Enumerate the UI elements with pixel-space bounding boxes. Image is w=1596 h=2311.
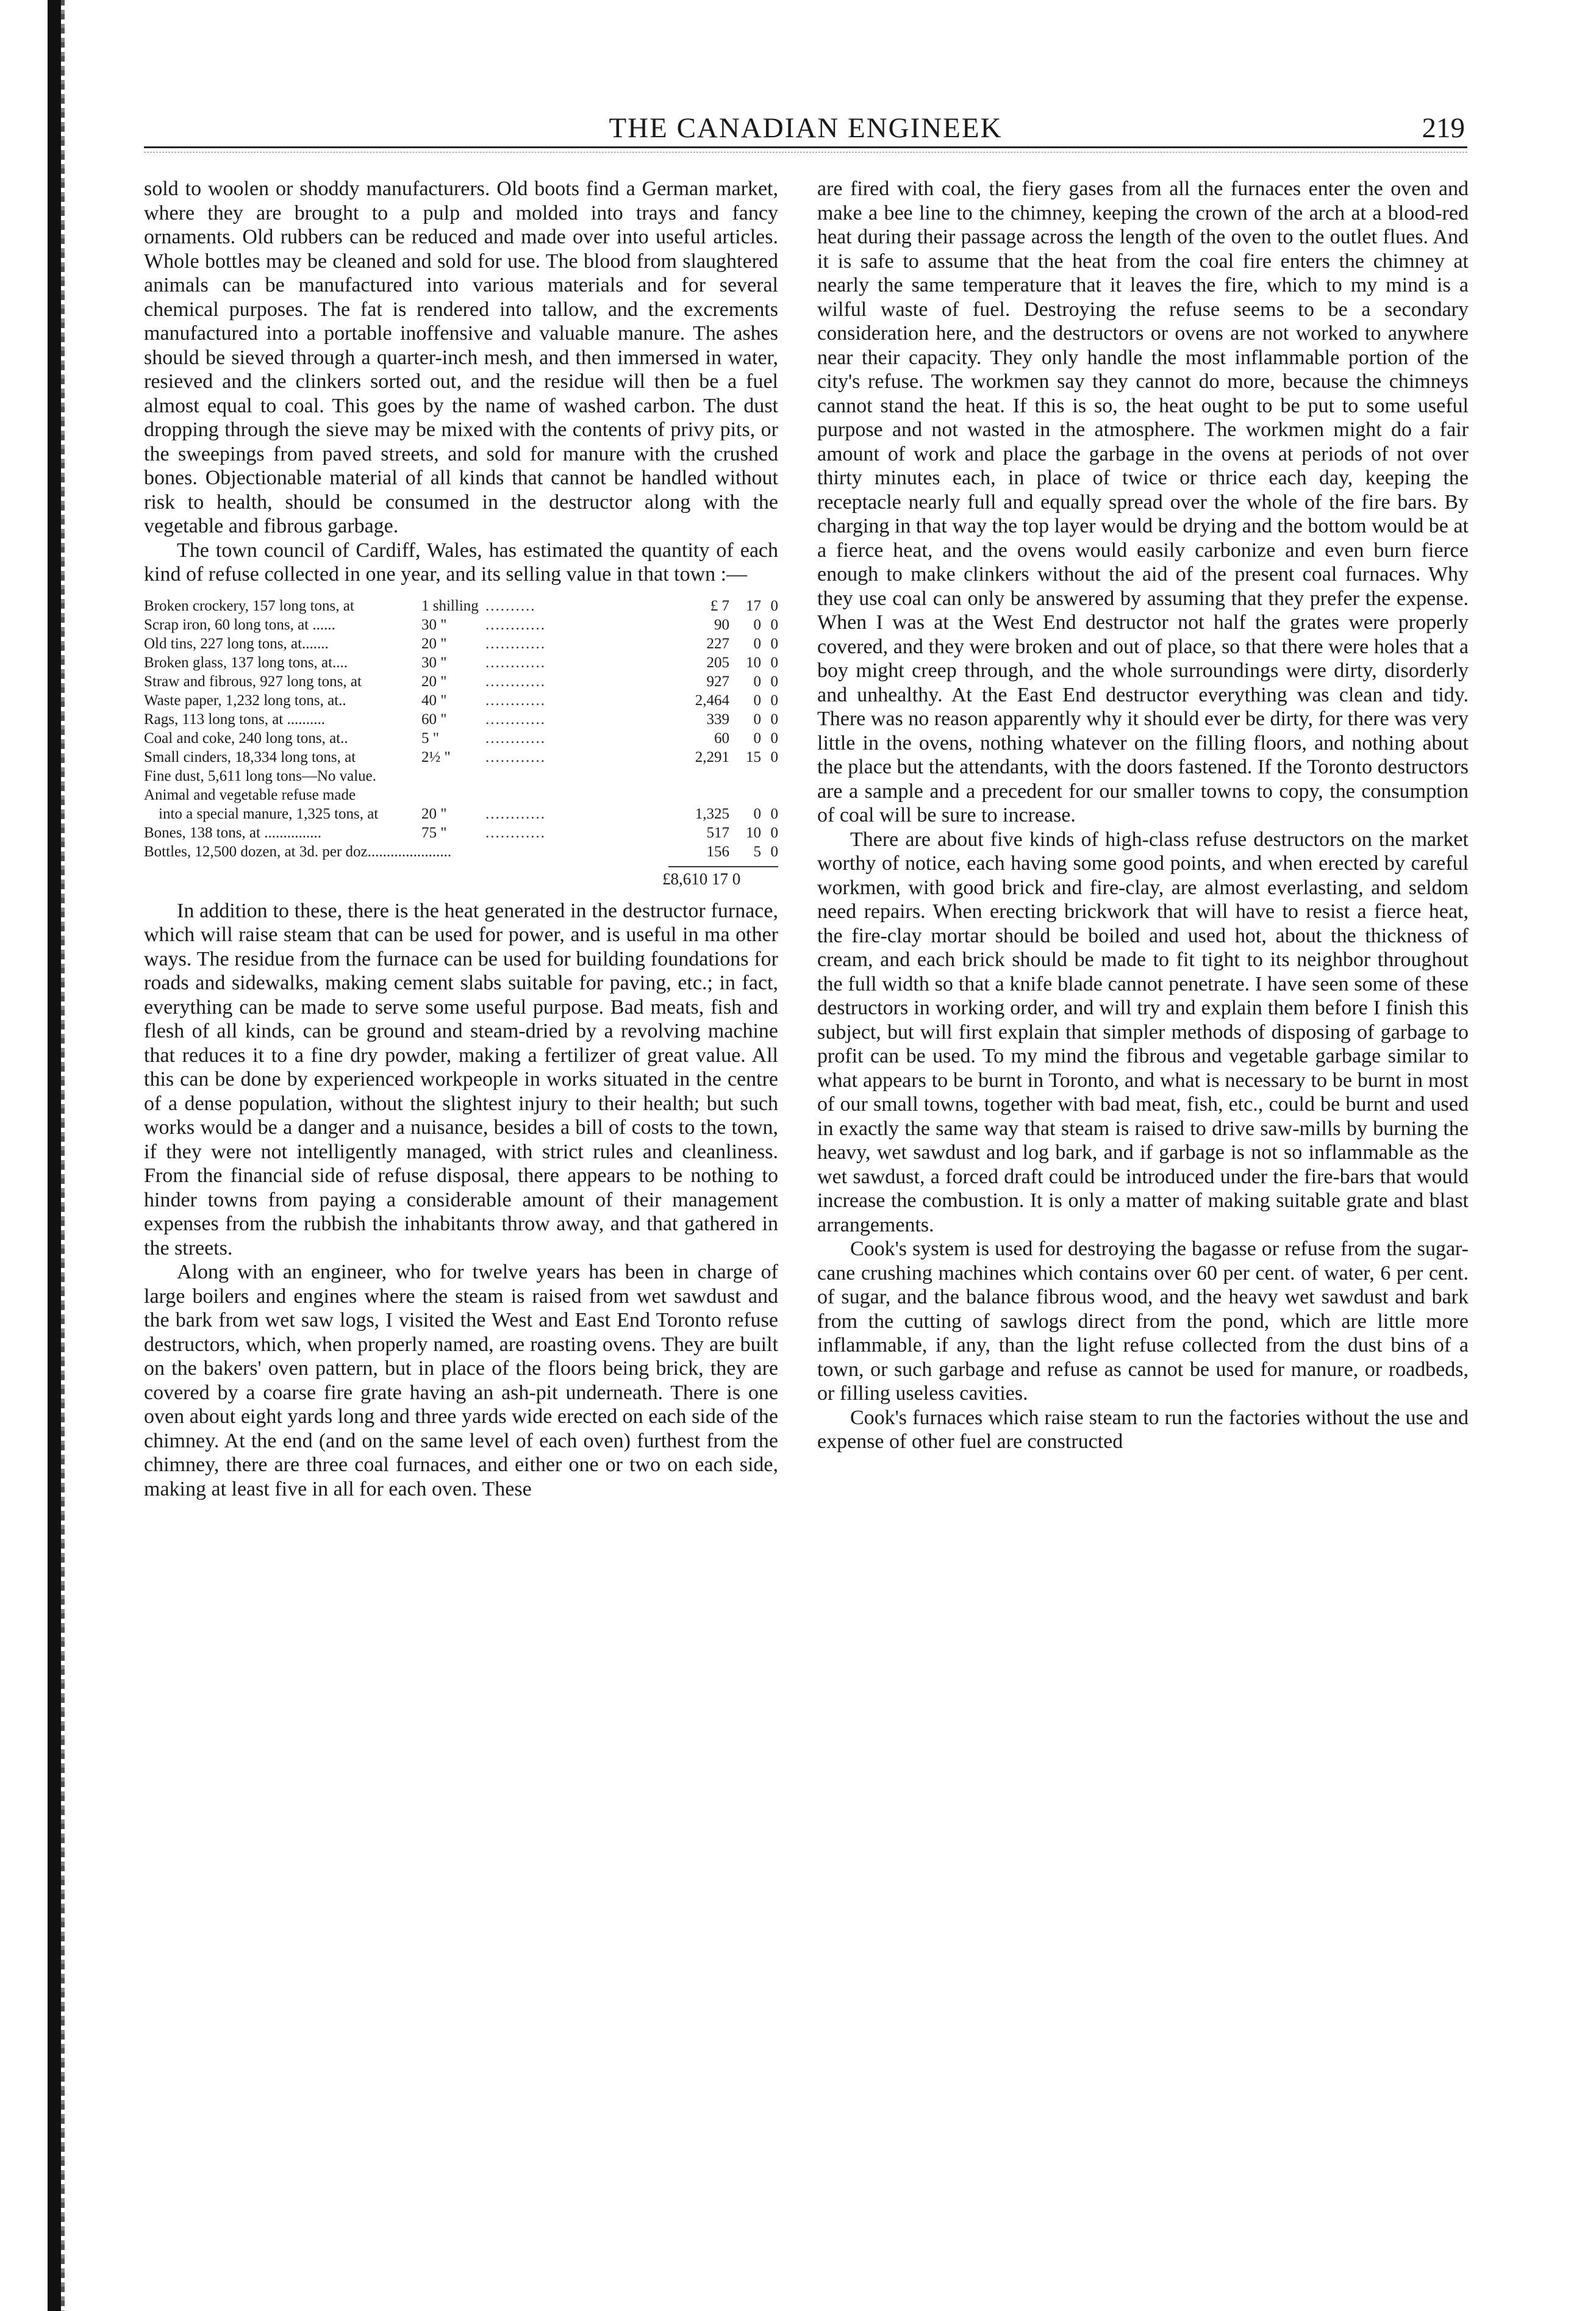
table-leader: ............ [485,729,546,747]
table-cell-item: Old tins, 227 long tons, at....... [144,635,329,652]
table-cell-pounds: £ 7 [710,597,729,614]
table-leader: ............ [485,635,546,652]
table-leader: ............ [485,692,546,709]
table-cell-item: Straw and fibrous, 927 long tons, at [144,673,362,690]
paragraph: Along with an engineer, who for twelve years has been in charge of large boilers and engines where the steam is raised from wet sawdust and the bark from wet saw logs, I visited the West and East End Toronto refuse destructors, which, when properly named, are roasting ovens. They are built on the bakers' oven pattern, but in place of the floors being brick, they are covered by a coarse fire grate having an ash-pit underneath. There is one oven about eight yards long and three yards wide erected on each side of the chimney. At the end (and on the same level of each oven) furthest from the chimney, there are three coal furnaces, and either one or two on each side, making at least five in all for each oven. These [144,1261,778,1500]
table-row [144,786,778,804]
paragraph: are fired with coal, the fiery gases from all the furnaces enter the oven and make a bee line to the chimney, keeping the crown of the arch at a blood-red heat during their passage across the length of the oven to the outlet flues. And it is safe to assume that the heat from the coal fire enters the chimney at nearly the same temperature that it leaves the fire, which to my mind is a wilful waste of fuel. Destroying the refuse seems to be a secondary consideration here, and the destructors or ovens are not worked to anywhere near their capacity. They only handle the most inflammable portion of the city's refuse. The workmen say they cannot do more, because the chimneys cannot stand the heat. If this is so, the heat ought to be put to some useful purpose and not wasted in the atmosphere. The workmen might do a fair amount of work and place the garbage in the ovens at periods of not over thirty minutes each, in place of twice or thrice each day, keeping the receptacle nearly full and equally spread over the whole of the fire bars. By charging in that way the top layer would be drying and the bottom would be at a fierce heat, and the ovens would easily carbonize and even burn fierce enough to make clinkers without the aid of the present coal furnaces. Why they use coal can only be answered by assuming that they prefer the expense. When I was at the West End destructor not half the grates were properly covered, and they were broken and out of place, so that there were holes that a boy might creep through, and the whole surroundings were dirty, disorderly and unhealthy. At the East End destructor everything was clean and tidy. There was no reason apparently why it should ever be dirty, for there was very little in the ovens, nothing whatever on the filling floors, and nothing about the place but the attendants, with the doors fastened. If the Toronto destructors are a sample and a precedent for our smaller towns to copy, the consumption of coal will be sure to increase. [817,177,1469,826]
table-cell-item: Scrap iron, 60 long tons, at ...... [144,616,335,633]
table-cell-item: Animal and vegetable refuse made [144,786,356,803]
header-rule [144,146,1467,148]
table-total: £8,610 17 0 [662,869,741,888]
right-column [817,177,1469,1454]
table-cell-pence: 0 [770,635,778,652]
table-leader: ............ [485,616,546,633]
table-row [144,710,778,729]
paragraph: There are about five kinds of high-class refuse destructors on the market worthy of notice, each having some good points, and when erected by careful workmen, with good brick and fire-clay, are almost everlasting, and seldom need repairs. When erecting brickwork that will have to resist a fierce heat, the fire-clay mortar should be boiled and used hot, about the thickness of cream, and each brick should be made to fit tight to its neighbor throughout the full width so that a knife blade cannot penetrate. I have seen some of these destructors in working order, and will try and explain them before I finish this subject, but will first explain that simpler methods of disposing of garbage to profit can be used. To my mind the fibrous and vegetable garbage similar to what appears to be burnt in Toronto, and what is necessary to be burnt in most of our small towns, together with bad meat, fish, etc., could be burnt and used in exactly the same way that steam is raised to drive saw-mills by burning the heavy, wet sawdust and log bark, and if garbage is not so inflammable as the wet sawdust, a forced draft could be introduced under the fire-bars that would increase the combustion. It is only a matter of making suitable grate and blast arrangements. [817,828,1469,1236]
table-row [144,691,778,710]
table-cell-shillings: 17 [746,597,761,614]
table-cell-pounds: 2,464 [695,692,729,709]
table-cell-shillings: 10 [746,824,761,841]
table-row [144,729,778,748]
table-cell-pence: 0 [770,673,778,690]
table-row [144,804,778,823]
table-cell-rate: 20 " [421,805,447,822]
table-cell-shillings: 0 [753,635,761,652]
table-leader: ............ [485,711,546,728]
table-cell-pence: 0 [770,748,778,765]
running-header [144,107,1467,149]
table-cell-pounds: 1,325 [695,805,729,822]
table-total-row [144,866,778,890]
table-row [144,597,778,615]
table-cell-rate: 30 " [421,616,447,633]
table-cell-rate: 30 " [421,654,447,671]
table-cell-item: Bones, 138 tons, at ............... [144,824,321,841]
table-leader: .......... [485,597,536,614]
table-cell-shillings: 0 [753,616,761,633]
table-cell-item: Waste paper, 1,232 long tons, at.. [144,692,346,709]
paragraph: Cook's furnaces which raise steam to run the factories without the use and expense of other fuel are constructed [817,1406,1469,1453]
table-cell-pence: 0 [770,692,778,709]
table-cell-rate: 75 " [421,824,447,841]
table-row [144,748,778,767]
table-cell-item: Coal and coke, 240 long tons, at.. [144,729,348,747]
table-cell-pounds: 517 [706,824,729,841]
table-cell-pence: 0 [770,597,778,614]
table-leader: ............ [485,748,546,765]
table-cell-shillings: 0 [753,673,761,690]
table-row [144,842,778,861]
table-cell-pounds: 2,291 [695,748,729,765]
table-cell-item: Broken crockery, 157 long tons, at [144,597,354,614]
table-cell-shillings: 0 [753,729,761,747]
page-number: 219 [1422,112,1465,144]
table-row [144,823,778,842]
table-cell-pence: 0 [770,729,778,747]
table-cell-shillings: 5 [753,843,761,860]
table-cell-shillings: 15 [746,748,761,765]
paragraph: In addition to these, there is the heat generated in the destructor furnace, which will raise steam that can be used for power, and is useful in ma other ways. The residue from the furnace can be used for building foundations for roads and sidewalks, making cement slabs suitable for paving, etc.; in fact, everything can be made to serve some useful purpose. Bad meats, fish and flesh of all kinds, can be ground and steam-dried by a revolving machine that reduces it to a fine dry powder, making a fertilizer of great value. All this can be done by experienced workpeople in works situated in the centre of a dense population, without the slightest injury to their health; but such works would be a danger and a nuisance, besides a bill of costs to the town, if they were not intelligently managed, with strict rules and cleanliness. From the financial side of refuse disposal, there appears to be nothing to hinder towns from paying a considerable amount of their management expenses from the rubbish the inhabitants throw away, and that gathered in the streets. [144,899,778,1259]
table-cell-item: Fine dust, 5,611 long tons—No value. [144,767,377,784]
table-leader: ............ [485,824,546,841]
left-column [144,177,778,1501]
table-leader: ............ [485,654,546,671]
table-cell-pounds: 927 [706,673,729,690]
paragraph: sold to woolen or shoddy manufacturers. Old boots find a German market, where they are brought to a pulp and molded into trays and fancy ornaments. Old rubbers can be reduced and made over into useful articles. Whole bottles may be cleaned and sold for use. The blood from slaughtered animals can be manufactured into various materials and for several chemical purposes. The fat is rendered into tallow, and the excrements manufactured into a portable inoffensive and valuable manure. The ashes should be sieved through a quarter-inch mesh, and then immersed in water, resieved and the clinkers sorted out, and the residue will then be a fuel almost equal to coal. This goes by the name of washed carbon. The dust dropping through the sieve may be mixed with the contents of privy pits, or the sweepings from paved streets, and sold for manure with the crushed bones. Objectionable material of all kinds that cannot be handled without risk to health, should be consumed in the destructor along with the vegetable and fibrous garbage. [144,177,778,537]
table-cell-pounds: 339 [706,711,729,728]
table-row [144,672,778,691]
table-cell-shillings: 0 [753,711,761,728]
table-cell-pence: 0 [770,616,778,633]
table-cell-pounds: 205 [706,654,729,671]
table-cell-pence: 0 [770,843,778,860]
table-cell-pounds: 156 [706,843,729,860]
table-cell-item: Small cinders, 18,334 long tons, at [144,748,356,765]
table-cell-item: Broken glass, 137 long tons, at.... [144,654,348,671]
table-cell-item: Bottles, 12,500 dozen, at 3d. per doz...................... [144,843,452,860]
paragraph: The town council of Cardiff, Wales, has estimated the quantity of each kind of refuse collected in one year, and its selling value in that town :— [144,539,778,586]
table-row [144,767,778,786]
table-cell-pounds: 227 [706,635,729,652]
table-cell-pounds: 90 [714,616,729,633]
table-leader: ............ [485,673,546,690]
table-cell-rate: 20 " [421,673,447,690]
table-cell-pence: 0 [770,824,778,841]
table-cell-shillings: 0 [753,805,761,822]
table-cell-shillings: 10 [746,654,761,671]
table-cell-item: Rags, 113 long tons, at .......... [144,711,325,728]
table-cell-item: into a special manure, 1,325 tons, at [159,805,379,822]
table-row [144,653,778,672]
journal-title: THE CANADIAN ENGINEEK [609,112,1003,144]
table-cell-rate: 20 " [421,635,447,652]
table-cell-pounds: 60 [714,729,729,747]
table-cell-rate: 1 shilling [421,597,479,614]
table-cell-rate: 60 " [421,711,447,728]
table-cell-rate: 2½ " [421,748,451,765]
table-cell-rate: 5 " [421,729,439,747]
paragraph: Cook's system is used for destroying the bagasse or refuse from the sugar-cane crushing machines which contains over 60 per cent. of water, 6 per cent. of sugar, and the balance fibrous wood, and the heavy wet sawdust and bark from the cutting of sawlogs direct from the pond, which are little more inflammable, if any, than the light refuse collected from the dust bins of a town, or such garbage and refuse as cannot be used for manure, or roadbeds, or filling useless cavities. [817,1238,1469,1405]
table-cell-pence: 0 [770,654,778,671]
table-row [144,615,778,634]
table-row [144,634,778,653]
total-rule [668,866,778,867]
refuse-value-table [144,597,778,890]
table-cell-rate: 40 " [421,692,447,709]
binding-edge [48,0,61,2311]
table-cell-pence: 0 [770,711,778,728]
table-leader: ............ [485,805,546,822]
table-cell-pence: 0 [770,805,778,822]
table-cell-shillings: 0 [753,692,761,709]
